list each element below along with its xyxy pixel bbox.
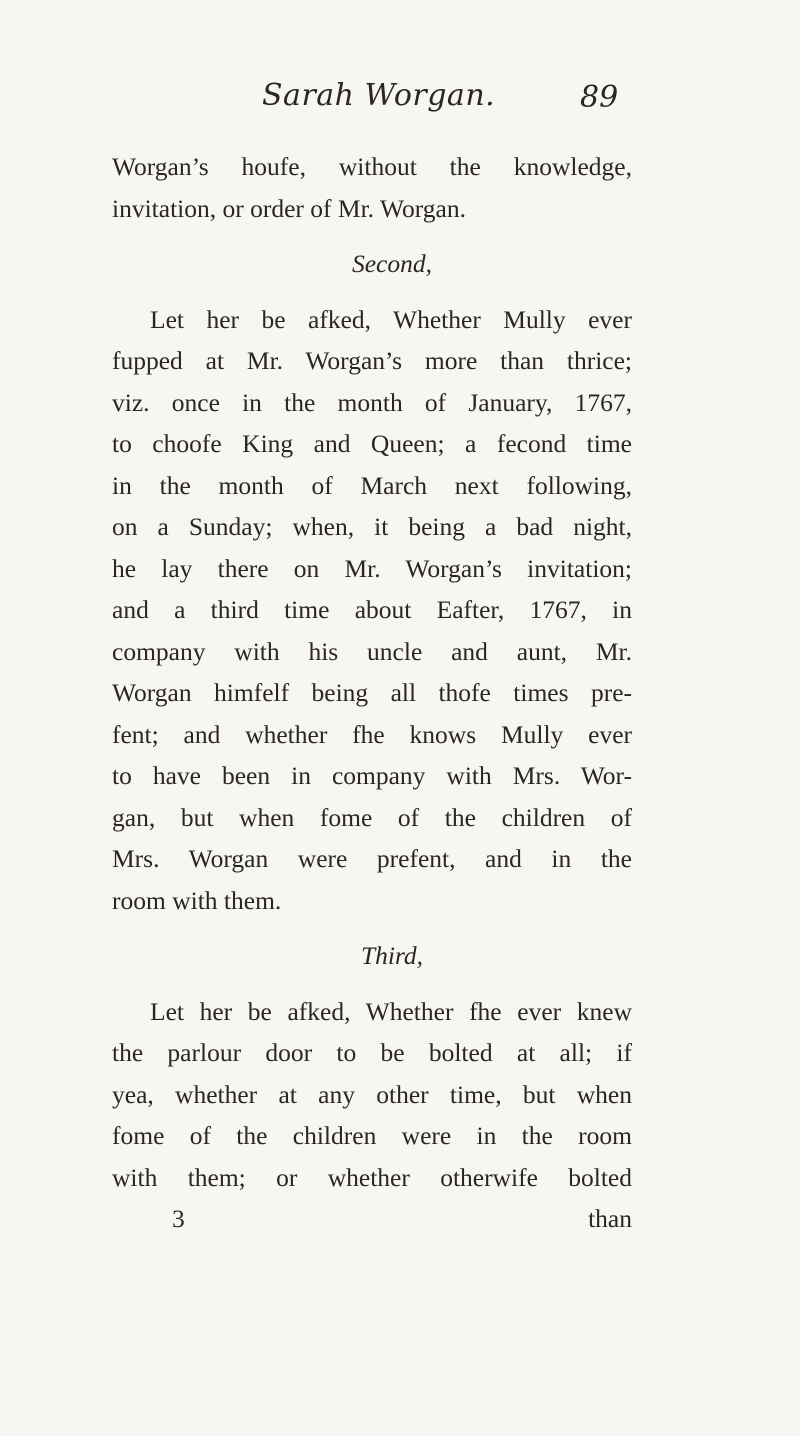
page-footer xyxy=(112,1198,632,1240)
text-line: to have been in company with Mrs. Wor- xyxy=(112,761,632,790)
text-line: he lay there on Mr. Worgan’s invitation; xyxy=(112,553,632,583)
text-line: fent; and whether fhe knows Mully ever xyxy=(112,719,632,749)
text-line: Worgan’s houfe, without the knowledge, xyxy=(112,152,632,181)
text-line: the parlour door to be bolted at all; if xyxy=(112,1038,632,1067)
running-title: Sarah Worgan. xyxy=(262,78,496,113)
text-line: to choofe King and Queen; a fecond time xyxy=(112,429,632,458)
text-line: Let her be afked, Whether Mully ever xyxy=(150,304,632,334)
text-line: with them; or whether otherwife bolted xyxy=(112,1162,632,1192)
text-line: Let her be afked, Whether fhe ever knew xyxy=(150,996,632,1026)
page-header xyxy=(0,78,800,138)
section-heading-second: Second, xyxy=(351,249,432,278)
text-line: room with them. xyxy=(112,885,282,915)
text-line: invitation, or order of Mr. Worgan. xyxy=(112,193,466,223)
text-line: viz. once in the month of January, 1767, xyxy=(112,387,632,417)
text-line: Worgan himfelf being all thofe times pre- xyxy=(112,678,632,707)
section-heading-third: Third, xyxy=(360,941,424,970)
body-text xyxy=(112,146,632,1240)
signature-mark: 3 xyxy=(172,1204,185,1233)
text-line: fupped at Mr. Worgan’s more than thrice; xyxy=(112,346,632,375)
text-line: fome of the children were in the room xyxy=(112,1121,632,1150)
text-line: on a Sunday; when, it being a bad night, xyxy=(112,512,632,541)
text-line: Mrs. Worgan were prefent, and in the xyxy=(112,844,632,873)
text-line: in the month of March next following, xyxy=(112,470,632,500)
text-line: and a third time about Eafter, 1767, in xyxy=(112,595,632,624)
text-line: gan, but when fome of the children of xyxy=(112,802,632,832)
text-line: yea, whether at any other time, but when xyxy=(112,1079,632,1109)
text-line: company with his uncle and aunt, Mr. xyxy=(112,636,632,666)
catchword: than xyxy=(588,1204,632,1233)
page-number: 89 xyxy=(580,80,619,115)
